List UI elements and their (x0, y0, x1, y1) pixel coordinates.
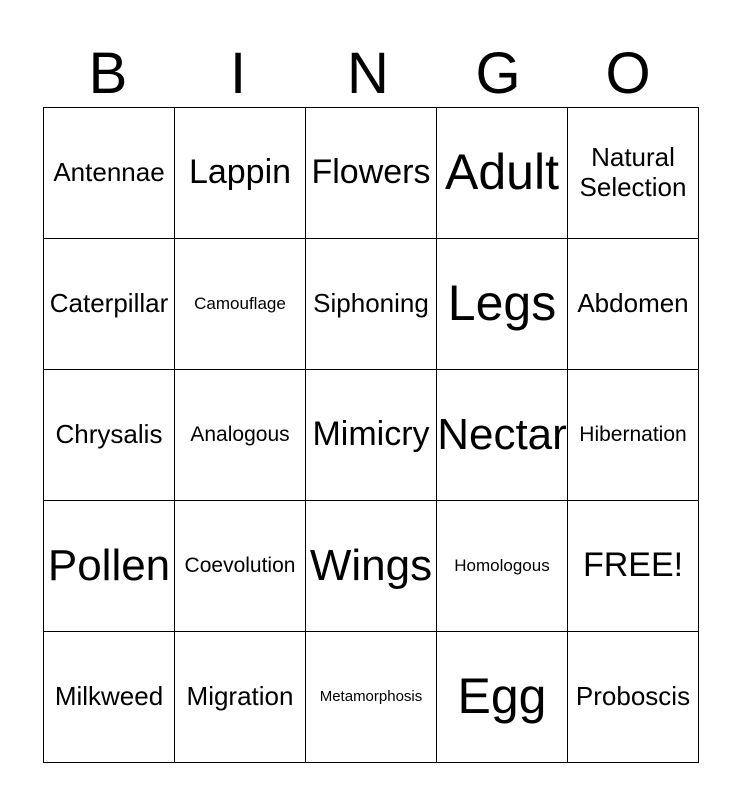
bingo-cell: Homologous (437, 501, 568, 632)
bingo-cell: Siphoning (306, 239, 437, 370)
bingo-cell: Egg (437, 632, 568, 763)
bingo-cell: Adult (437, 108, 568, 239)
header-letter-n: N (347, 41, 389, 106)
bingo-cell: Chrysalis (44, 370, 175, 501)
bingo-cell: Proboscis (568, 632, 699, 763)
bingo-cell: Coevolution (175, 501, 306, 632)
bingo-header (43, 40, 693, 108)
bingo-cell: Caterpillar (44, 239, 175, 370)
header-letter-b: B (88, 41, 128, 106)
bingo-cell: Natural Selection (568, 108, 699, 239)
bingo-cell: Milkweed (44, 632, 175, 763)
bingo-cell: Camouflage (175, 239, 306, 370)
bingo-cell: Analogous (175, 370, 306, 501)
header-letter-g: G (475, 41, 521, 106)
board-row (44, 239, 699, 370)
bingo-cell: Flowers (306, 108, 437, 239)
bingo-cell: Mimicry (306, 370, 437, 501)
bingo-cell: Pollen (44, 501, 175, 632)
bingo-cell: Abdomen (568, 239, 699, 370)
bingo-cell: FREE! (568, 501, 699, 632)
bingo-board (43, 107, 699, 763)
bingo-cell: Migration (175, 632, 306, 763)
bingo-cell: Metamorphosis (306, 632, 437, 763)
board-row (44, 370, 699, 501)
board-row (44, 108, 699, 239)
bingo-cell: Nectar (437, 370, 568, 501)
bingo-cell: Antennae (44, 108, 175, 239)
header-letter-o: O (605, 41, 651, 106)
bingo-cell: Lappin (175, 108, 306, 239)
bingo-cell: Hibernation (568, 370, 699, 501)
board-row (44, 632, 699, 763)
header-letter-i: I (229, 41, 247, 106)
board-row (44, 501, 699, 632)
bingo-cell: Wings (306, 501, 437, 632)
bingo-cell: Legs (437, 239, 568, 370)
